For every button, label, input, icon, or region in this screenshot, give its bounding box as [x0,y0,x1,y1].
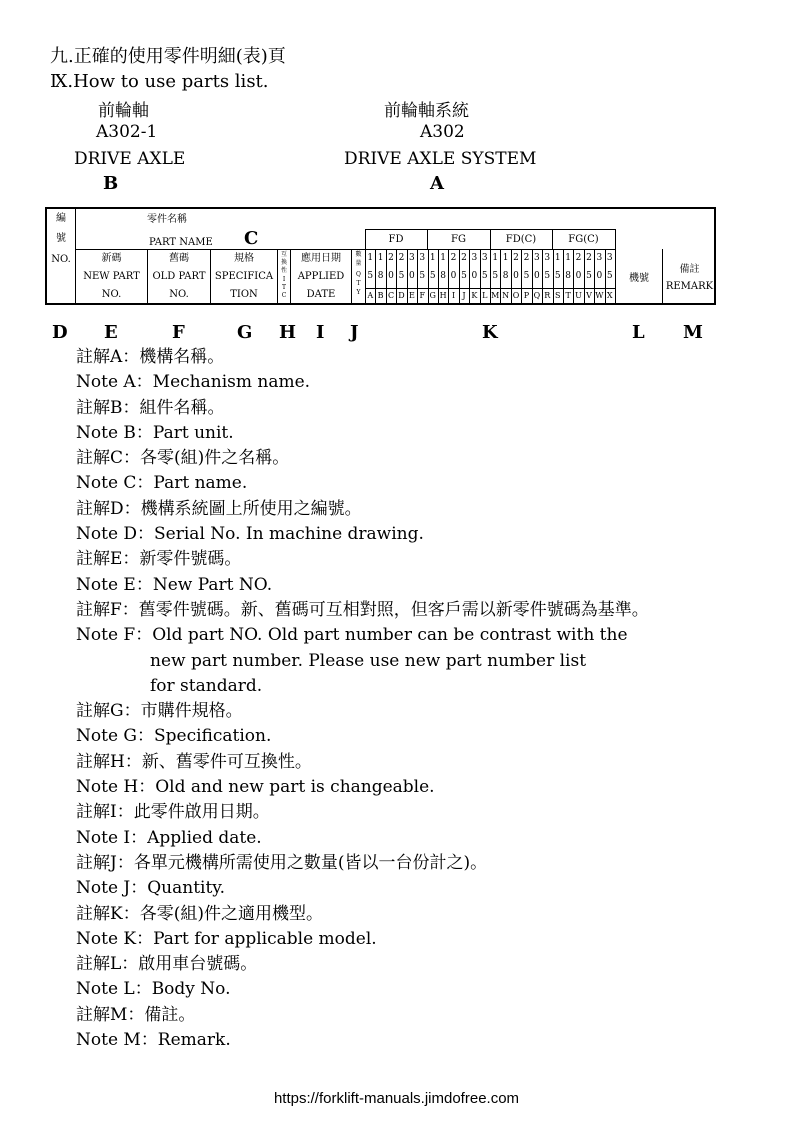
model-digit-bottom: 5 [419,271,426,281]
footer-url[interactable]: https://forklift-manuals.jimdofree.com [273,1090,520,1107]
body-no: 機號 [629,273,649,284]
group-fd-c: FD(C) [505,234,537,245]
old-part-no: NO. [169,289,189,300]
model-letter: S [554,291,561,300]
changeable-3: 性 [280,267,287,274]
example-left-code: A302-1 [96,122,158,142]
serial-zh-2: 號 [56,233,66,244]
page-title-zh: 九.正確的使用零件明細(表)頁 [50,46,286,67]
model-digit-top: 3 [544,253,551,263]
note-l-zh: 註解L：啟用車台號碼。 [76,954,258,975]
table-divider [532,249,533,305]
group-fg: FG [451,234,466,245]
model-digit-top: 3 [471,253,478,263]
note-k-en: Note K：Part for applicable model. [76,928,377,949]
table-divider [615,229,616,305]
model-digit-bottom: 5 [492,271,499,281]
note-d-zh: 註解D：機構系統圖上所使用之編號。 [76,498,362,519]
table-divider [563,249,564,305]
marker-l: L [632,322,645,343]
model-letter: L [482,291,488,300]
marker-c: C [244,228,259,249]
marker-g: G [237,322,253,343]
marker-d: D [52,322,68,343]
model-digit-bottom: 8 [565,271,571,281]
model-digit-top: 1 [377,253,384,263]
marker-j: J [350,322,359,343]
model-digit-bottom: 5 [606,271,613,281]
model-digit-bottom: 5 [586,271,592,281]
model-digit-top: 2 [388,253,394,263]
model-digit-bottom: 0 [513,271,519,281]
model-digit-bottom: 0 [408,271,415,281]
model-letter: J [462,291,466,300]
model-digit-bottom: 5 [398,271,405,281]
model-digit-top: 1 [367,253,374,263]
table-divider [375,249,376,305]
note-h-en: Note H：Old and new part is changeable. [76,777,435,798]
table-divider [407,249,408,305]
table-divider [469,249,470,305]
applied-en: APPLIED [297,271,345,282]
marker-m: M [683,322,703,343]
changeable-4: I [282,276,286,283]
model-letter: U [575,291,582,300]
model-letter: O [512,291,520,300]
table-divider [386,249,387,305]
page-title-en: Ⅸ.How to use parts list. [50,71,269,92]
note-i-zh: 註解I：此零件啟用日期。 [76,802,270,823]
model-digit-bottom: 0 [575,271,582,281]
note-f-en: Note F：Old part NO. Old part number can be contrast with the [76,625,628,646]
qty-2: 量 [355,260,362,267]
example-right-name-en: DRIVE AXLE SYSTEM [344,149,537,169]
model-digit-top: 2 [461,253,467,263]
changeable-6: C [281,292,287,299]
model-letter: H [439,291,447,300]
model-digit-bottom: 0 [450,271,457,281]
model-digit-top: 1 [565,253,571,263]
marker-k: K [482,322,498,343]
part-name-zh: 零件名稱 [147,214,187,225]
model-digit-bottom: 0 [533,271,540,281]
marker-f: F [172,322,185,343]
model-digit-bottom: 5 [481,271,488,281]
model-digit-top: 3 [419,253,426,263]
applied-zh: 應用日期 [301,253,341,264]
spec-en-2: TION [230,289,258,300]
note-i-en: Note I：Applied date. [76,827,262,848]
spec-en: SPECIFICA [214,271,274,282]
model-digit-bottom: 5 [544,271,551,281]
model-digit-bottom: 8 [377,271,384,281]
model-digit-top: 3 [408,253,415,263]
model-digit-top: 2 [398,253,405,263]
note-m-en: Note M：Remark. [76,1030,231,1051]
new-part-en: NEW PART [83,271,140,282]
new-part-zh: 新碼 [101,253,122,264]
model-digit-bottom: 5 [367,271,374,281]
model-letter: K [471,291,478,300]
note-b-zh: 註解B：組件名稱。 [76,397,225,418]
note-a-en: Note A：Mechanism name. [76,372,311,393]
example-right-name-zh: 前輪軸系統 [384,101,469,121]
model-digit-bottom: 0 [388,271,394,281]
model-digit-top: 1 [429,253,436,263]
marker-a: A [430,173,444,194]
table-divider [511,249,512,305]
note-d-en: Note D：Serial No. In machine drawing. [76,524,424,545]
model-digit-top: 1 [440,253,446,263]
model-letter: P [523,291,530,300]
table-divider [521,249,522,305]
table-divider [500,249,501,305]
model-digit-top: 3 [533,253,540,263]
group-fg-c: FG(C) [568,234,599,245]
table-divider [480,249,481,305]
qty-5: Y [356,289,361,296]
model-grid [365,249,615,305]
model-letter: R [544,291,551,300]
remark-zh: 備註 [679,264,700,275]
model-digit-top: 3 [596,253,603,263]
old-part-en: OLD PART [152,271,206,282]
table-divider [662,249,663,305]
marker-i: I [316,322,325,343]
table-divider [605,249,606,305]
model-digit-top: 3 [481,253,488,263]
table-divider [448,249,449,305]
notes-list [76,345,649,1053]
applied-date: DATE [306,289,336,300]
model-digit-bottom: 5 [554,271,561,281]
note-l-en: Note L：Body No. [76,979,231,1000]
model-letter: D [398,291,405,300]
example-right-code: A302 [420,122,465,142]
note-f-en-cont-1: new part number. Please use new part number list [150,650,587,671]
new-part-no: NO. [101,289,122,300]
example-left-name-zh: 前輪軸 [98,101,149,121]
note-c-zh: 註解C：各零(組)件之名稱。 [76,448,290,469]
model-letter: F [419,291,426,300]
model-digit-top: 2 [586,253,592,263]
model-digit-top: 2 [450,253,457,263]
marker-h: H [279,322,297,343]
model-digit-top: 2 [523,253,530,263]
table-divider [584,249,585,305]
table-divider [396,249,397,305]
note-k-zh: 註解K：各零(組)件之適用機型。 [76,903,323,924]
model-letter: G [429,291,436,300]
model-letter: W [595,291,604,300]
note-g-en: Note G：Specification. [76,726,272,747]
model-digit-top: 1 [554,253,561,263]
note-f-zh: 註解F：舊零件號碼。新、舊碼可互相對照，但客戶需以新零件號碼為基準。 [76,599,649,620]
spec-zh: 規格 [234,253,254,264]
model-digit-top: 2 [575,253,582,263]
marker-b: B [103,173,119,194]
note-j-zh: 註解J：各單元機構所需使用之數量(皆以一台份計之)。 [76,852,488,873]
table-divider [417,249,418,305]
note-e-en: Note E：New Part NO. [76,574,273,595]
model-digit-bottom: 0 [596,271,603,281]
model-letter: E [408,291,415,300]
table-divider [459,249,460,305]
note-h-zh: 註解H：新、舊零件可互換性。 [76,751,312,772]
table-divider [428,249,429,305]
table-divider [553,249,554,305]
note-g-zh: 註解G：市購件規格。 [76,701,243,722]
note-f-en-cont-2: for standard. [150,675,263,696]
model-letter: Q [533,291,541,300]
serial-en: NO. [51,254,71,265]
changeable-2: 換 [280,259,287,266]
group-fd: FD [388,234,404,245]
remark-en: REMARK [665,281,714,292]
changeable-1: 互 [280,251,287,258]
note-c-en: Note C：Part name. [76,473,248,494]
old-part-zh: 舊碼 [169,253,189,264]
model-digit-top: 2 [513,253,519,263]
note-j-en: Note J：Quantity. [76,878,226,899]
model-letter: T [565,291,571,300]
serial-zh-1: 編 [56,213,66,224]
part-name-en: PART NAME [149,237,213,248]
marker-e: E [104,322,118,343]
model-letter: B [377,291,384,300]
note-m-zh: 註解M：備註。 [76,1004,196,1025]
qty-1: 數 [355,251,362,258]
model-digit-bottom: 5 [461,271,467,281]
note-e-zh: 註解E：新零件號碼。 [76,549,242,570]
model-digit-bottom: 5 [429,271,436,281]
table-divider [542,249,543,305]
model-letter: M [491,291,500,300]
model-letter: V [586,291,592,300]
model-digit-top: 1 [502,253,509,263]
model-digit-top: 3 [606,253,613,263]
model-digit-top: 1 [492,253,499,263]
table-divider [438,249,439,305]
model-digit-bottom: 0 [471,271,478,281]
qty-3: Q [356,271,361,278]
model-letter: I [451,291,456,300]
model-digit-bottom: 8 [502,271,509,281]
parts-list-legend-table [45,207,716,305]
example-left-name-en: DRIVE AXLE [74,149,186,169]
model-digit-bottom: 8 [440,271,446,281]
note-b-en: Note B：Part unit. [76,422,234,443]
model-letter: N [502,291,510,300]
note-a-zh: 註解A：機構名稱。 [76,347,225,367]
model-letter: X [606,291,613,300]
model-letter: A [367,291,374,300]
table-divider [573,249,574,305]
table-divider [490,249,491,305]
model-digit-bottom: 5 [523,271,530,281]
changeable-5: T [281,284,286,291]
qty-4: T [356,280,361,287]
model-letter: C [387,291,395,300]
table-divider [594,249,595,305]
